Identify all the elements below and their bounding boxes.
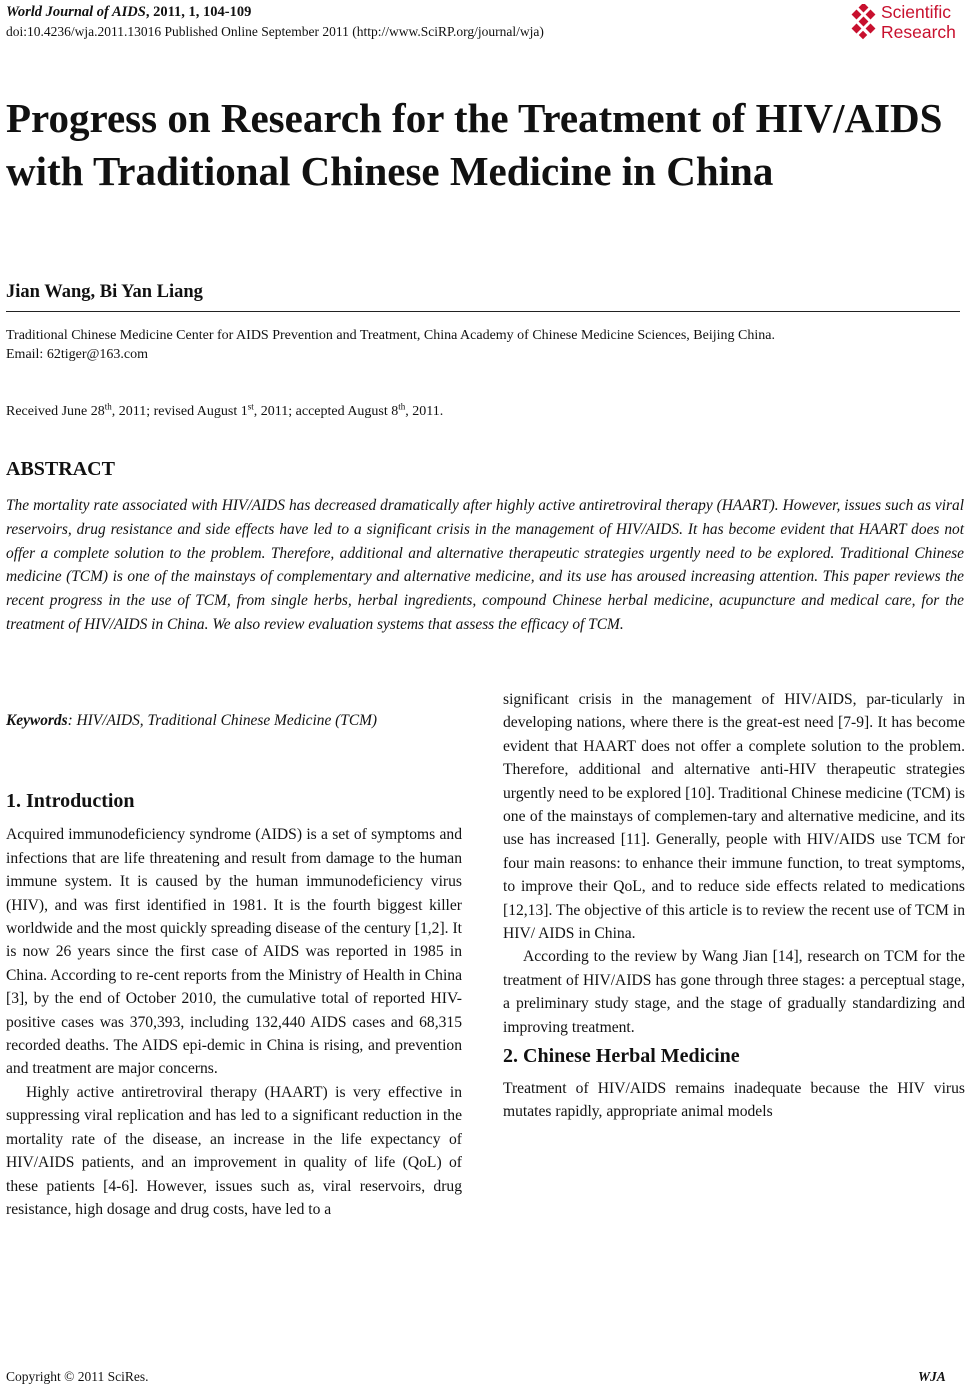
logo-mark-icon [849,4,879,40]
doi-line: doi:10.4236/wja.2011.13016 Published Online September 2011 (http://www.SciRP.org/journal/wja) [6,24,544,39]
intro-paragraph-3: significant crisis in the management of HIV/AIDS, par-ticularly in developing nations, where there is the great-est need [7-9]. It has become evident that HAART does not offer a complete solution to the problem. Therefore, additional and alternative anti-HIV therapeutic strategies urgently need to be explored [10]. Traditional Chinese medicine (TCM) is one of the mainstays of complemen-tary and alternative medicine, and its use has increased [11]. Generally, people with HIV/AIDS use TCM for four main reasons: to enhance their immune function, to treat symptoms, to improve their QoL, and to reduce side effects related to medications [12,13]. The objective of this article is to review the recent use of TCM in HIV/ AIDS in China. [503,691,965,943]
article-title: Progress on Research for the Treatment of HIV/AIDS with Traditional Chinese Medicine in China [6,95,943,194]
received-dates: Received June 28th, 2011; revised August 1st, 2011; accepted August 8th, 2011. [6,401,444,419]
section-heading-herbal: 2. Chinese Herbal Medicine [503,1045,740,1068]
journal-name: World Journal of AIDS [6,4,146,20]
journal-issue: , 2011, 1, 104-109 [145,4,252,20]
logo-line-2: Research [881,22,956,42]
scientific-research-logo [849,2,967,44]
intro-paragraph-2: Highly active antiretroviral therapy (HAART) is very effective in suppressing viral replication and has led to a significant reduction in the mortality rate of the disease, an increase in the life expectancy of HIV/AIDS patients, and an improvement in quality of life (QoL) of these patients [4-6]. However, issues such as, viral reservoirs, drug resistance, high dosage and drug costs, have led to a [6,1083,462,1218]
right-column [503,688,965,1123]
keywords-label: Keywords [6,712,68,729]
affiliation: Traditional Chinese Medicine Center for AIDS Prevention and Treatment, China Academy of Chinese Medicine Sciences, Beijing China. [6,328,775,343]
keywords-text: : HIV/AIDS, Traditional Chinese Medicine (TCM) [67,712,378,729]
logo-line-1: Scientific [881,2,952,22]
logo-text [881,2,956,42]
abstract-heading: ABSTRACT [6,458,115,480]
affiliation-block [6,326,964,364]
copyright-footer: Copyright © 2011 SciRes. [6,1369,149,1384]
abstract-text: The mortality rate associated with HIV/AIDS has decreased dramatically after highly active antiretroviral therapy (HAART). However, issues such as viral reservoirs, drug resistance and side effects have led to a significant crisis in the management of HIV/AIDS. It has become evident that HAART does not offer a complete solution to the problem. Therefore, additional and alternative therapeutic strategies urgently need to be explored. Traditional Chinese medicine (TCM) is one of the mainstays of complementary and alternative medicine, and its use has aroused increasing attention. This paper reviews the recent progress in the use of TCM, from single herbs, herbal ingredients, compound Chinese herbal medicine, acupuncture and medical care, for the treatment of HIV/AIDS in China. We also review evaluation systems that assess the efficacy of TCM. [6,497,964,633]
intro-paragraph-1: Acquired immunodeficiency syndrome (AIDS) is a set of symptoms and infections that are life threatening and result from damage to the human immune system. It is caused by the human immunodeficiency virus (HIV), and was first identified in 1981. It is the fourth biggest killer worldwide and the most quickly spreading disease of the century [1,2]. It is now 26 years since the first case of AIDS was reported in 1985 in China. According to re-cent reports from the Ministry of Health in China [3], by the end of October 2010, the cumulative total of reported HIV-positive cases was 370,393, including 132,440 AIDS cases and 68,315 recorded deaths. The AIDS epi-demic in China is rising, and prevention and treatment are major concerns. [6,826,462,1078]
section-heading-introduction: 1. Introduction [6,790,135,812]
journal-abbrev-footer: WJA [918,1369,946,1384]
author-list: Jian Wang, Bi Yan Liang [6,282,203,302]
intro-paragraph-4: According to the review by Wang Jian [14], research on TCM for the treatment of HIV/AIDS has gone through three stages: a perceptual stage, a preliminary study stage, and the stage of gradually standardizing and improving treatment. [503,948,965,1036]
herbal-paragraph-1: Treatment of HIV/AIDS remains inadequate because the HIV virus mutates rapidly, appropriate animal models [503,1079,965,1120]
title-divider [6,311,960,312]
email[interactable]: Email: 62tiger@163.com [6,347,148,362]
keywords-line [6,712,377,730]
journal-citation [6,4,251,21]
left-column [6,790,462,1221]
